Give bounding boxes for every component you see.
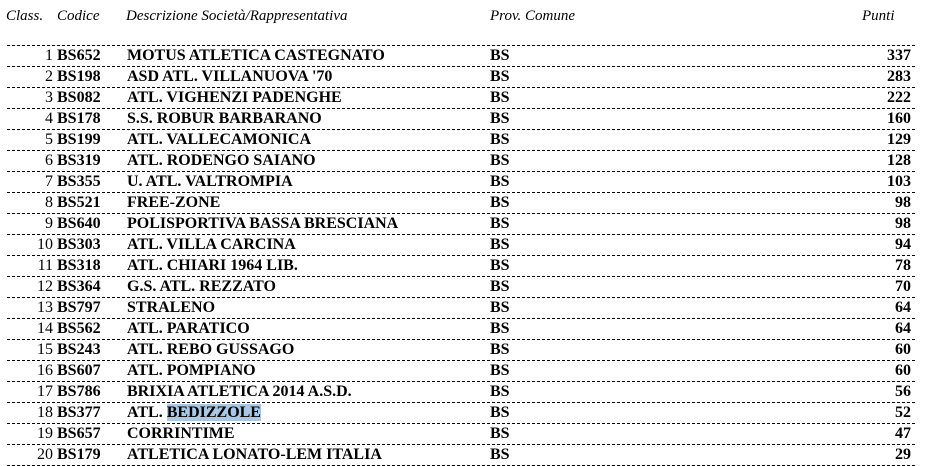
rank-cell: 5 (45, 131, 53, 148)
table-row (7, 297, 915, 318)
code-cell: BS652 (57, 47, 101, 64)
prov-cell: BS (490, 152, 510, 169)
prov-cell: BS (490, 194, 510, 211)
club-name-prefix: ATL. (127, 404, 167, 421)
club-name-cell: ATL. REBO GUSSAGO (127, 341, 295, 358)
club-name-cell: ATLETICA LONATO-LEM ITALIA (127, 446, 382, 463)
club-name-cell: ATL. RODENGO SAIANO (127, 152, 316, 169)
table-row (7, 87, 915, 108)
prov-cell: BS (490, 47, 510, 64)
rank-cell: 8 (45, 194, 53, 211)
points-cell: 60 (895, 341, 911, 358)
club-name-cell: POLISPORTIVA BASSA BRESCIANA (127, 215, 399, 232)
rank-cell: 11 (37, 257, 53, 274)
club-name-cell: ATL. VIGHENZI PADENGHE (127, 89, 342, 106)
club-name-cell: ASD ATL. VILLANUOVA '70 (127, 68, 333, 85)
code-cell: BS562 (57, 320, 101, 337)
rank-cell: 4 (45, 110, 53, 127)
club-name-cell: MOTUS ATLETICA CASTEGNATO (127, 47, 385, 64)
prov-cell: BS (490, 215, 510, 232)
points-cell: 70 (895, 278, 911, 295)
code-cell: BS082 (57, 89, 101, 106)
points-cell: 103 (887, 173, 911, 190)
table-row (7, 108, 915, 129)
points-cell: 56 (895, 383, 911, 400)
club-name-cell: U. ATL. VALTROMPIA (127, 173, 293, 190)
rank-cell: 15 (37, 341, 53, 358)
table-row (7, 276, 915, 297)
code-cell: BS521 (57, 194, 101, 211)
prov-cell: BS (490, 236, 510, 253)
code-cell: BS319 (57, 152, 101, 169)
club-name-cell: ATL. POMPIANO (127, 362, 256, 379)
club-name-cell: BRIXIA ATLETICA 2014 A.S.D. (127, 383, 352, 400)
code-cell: BS657 (57, 425, 101, 442)
code-cell: BS607 (57, 362, 101, 379)
prov-cell: BS (490, 362, 510, 379)
header-class: Class. (6, 8, 44, 24)
prov-cell: BS (490, 257, 510, 274)
rank-cell: 3 (45, 89, 53, 106)
table-row (7, 213, 915, 234)
code-cell: BS199 (57, 131, 101, 148)
prov-cell: BS (490, 299, 510, 316)
table-row (7, 360, 915, 381)
points-cell: 283 (887, 68, 911, 85)
points-cell: 47 (895, 425, 911, 442)
prov-cell: BS (490, 278, 510, 295)
table-row (7, 171, 915, 192)
prov-cell: BS (490, 425, 510, 442)
club-name-cell: S.S. ROBUR BARBARANO (127, 110, 322, 127)
club-name-cell: ATL. VILLA CARCINA (127, 236, 296, 253)
prov-cell: BS (490, 341, 510, 358)
club-name-cell (127, 403, 261, 422)
points-cell: 29 (895, 446, 911, 463)
code-cell: BS178 (57, 110, 101, 127)
table-row (7, 255, 915, 276)
rank-cell: 7 (45, 173, 53, 190)
table-row (7, 150, 915, 171)
table-row (7, 45, 915, 66)
code-cell: BS786 (57, 383, 101, 400)
club-name-cell: STRALENO (127, 299, 216, 316)
rank-cell: 16 (37, 362, 53, 379)
points-cell: 128 (887, 152, 911, 169)
header-description: Descrizione Società/Rappresentativa (126, 8, 348, 24)
points-cell: 60 (895, 362, 911, 379)
rank-cell: 12 (37, 278, 53, 295)
club-name-cell: FREE-ZONE (127, 194, 221, 211)
prov-cell: BS (490, 110, 510, 127)
table-row (7, 192, 915, 213)
table-row (7, 66, 915, 87)
points-cell: 129 (887, 131, 911, 148)
club-name-cell: CORRINTIME (127, 425, 235, 442)
rank-cell: 19 (37, 425, 53, 442)
prov-cell: BS (490, 68, 510, 85)
points-cell: 160 (887, 110, 911, 127)
table-row (7, 423, 915, 444)
table-row (7, 381, 915, 402)
rank-cell: 14 (37, 320, 53, 337)
table-row (7, 129, 915, 150)
header-code: Codice (57, 8, 100, 24)
rank-cell: 13 (37, 299, 53, 316)
club-name-cell: G.S. ATL. REZZATO (127, 278, 276, 295)
rank-cell: 9 (45, 215, 53, 232)
rank-cell: 10 (37, 236, 53, 253)
code-cell: BS318 (57, 257, 101, 274)
prov-cell: BS (490, 320, 510, 337)
club-name-cell: ATL. VALLECAMONICA (127, 131, 312, 148)
rank-cell: 20 (37, 446, 53, 463)
table-row (7, 402, 915, 423)
rank-cell: 17 (37, 383, 53, 400)
header-prov-comune: Prov. Comune (490, 8, 575, 24)
table-row (7, 234, 915, 255)
club-name-cell: ATL. PARATICO (127, 320, 250, 337)
points-cell: 98 (895, 215, 911, 232)
points-cell: 64 (895, 299, 911, 316)
code-cell: BS364 (57, 278, 101, 295)
highlighted-search-term: BEDIZZOLE (166, 404, 261, 421)
rank-cell: 2 (45, 68, 53, 85)
code-cell: BS377 (57, 404, 101, 421)
code-cell: BS303 (57, 236, 101, 253)
header-points: Punti (862, 8, 895, 24)
rank-cell: 6 (45, 152, 53, 169)
code-cell: BS797 (57, 299, 101, 316)
points-cell: 337 (887, 47, 911, 64)
code-cell: BS179 (57, 446, 101, 463)
rank-cell: 18 (37, 404, 53, 421)
points-cell: 64 (895, 320, 911, 337)
points-cell: 94 (895, 236, 911, 253)
prov-cell: BS (490, 383, 510, 400)
prov-cell: BS (490, 404, 510, 421)
code-cell: BS355 (57, 173, 101, 190)
code-cell: BS243 (57, 341, 101, 358)
rank-cell: 1 (45, 47, 53, 64)
prov-cell: BS (490, 446, 510, 463)
code-cell: BS640 (57, 215, 101, 232)
points-cell: 98 (895, 194, 911, 211)
table-row (7, 339, 915, 360)
table-row (7, 318, 915, 339)
points-cell: 222 (887, 89, 911, 106)
points-cell: 78 (895, 257, 911, 274)
prov-cell: BS (490, 173, 510, 190)
table-row (7, 444, 915, 466)
points-cell: 52 (895, 404, 911, 421)
prov-cell: BS (490, 89, 510, 106)
ranking-table (0, 45, 930, 466)
club-name-cell: ATL. CHIARI 1964 LIB. (127, 257, 298, 274)
prov-cell: BS (490, 131, 510, 148)
code-cell: BS198 (57, 68, 101, 85)
